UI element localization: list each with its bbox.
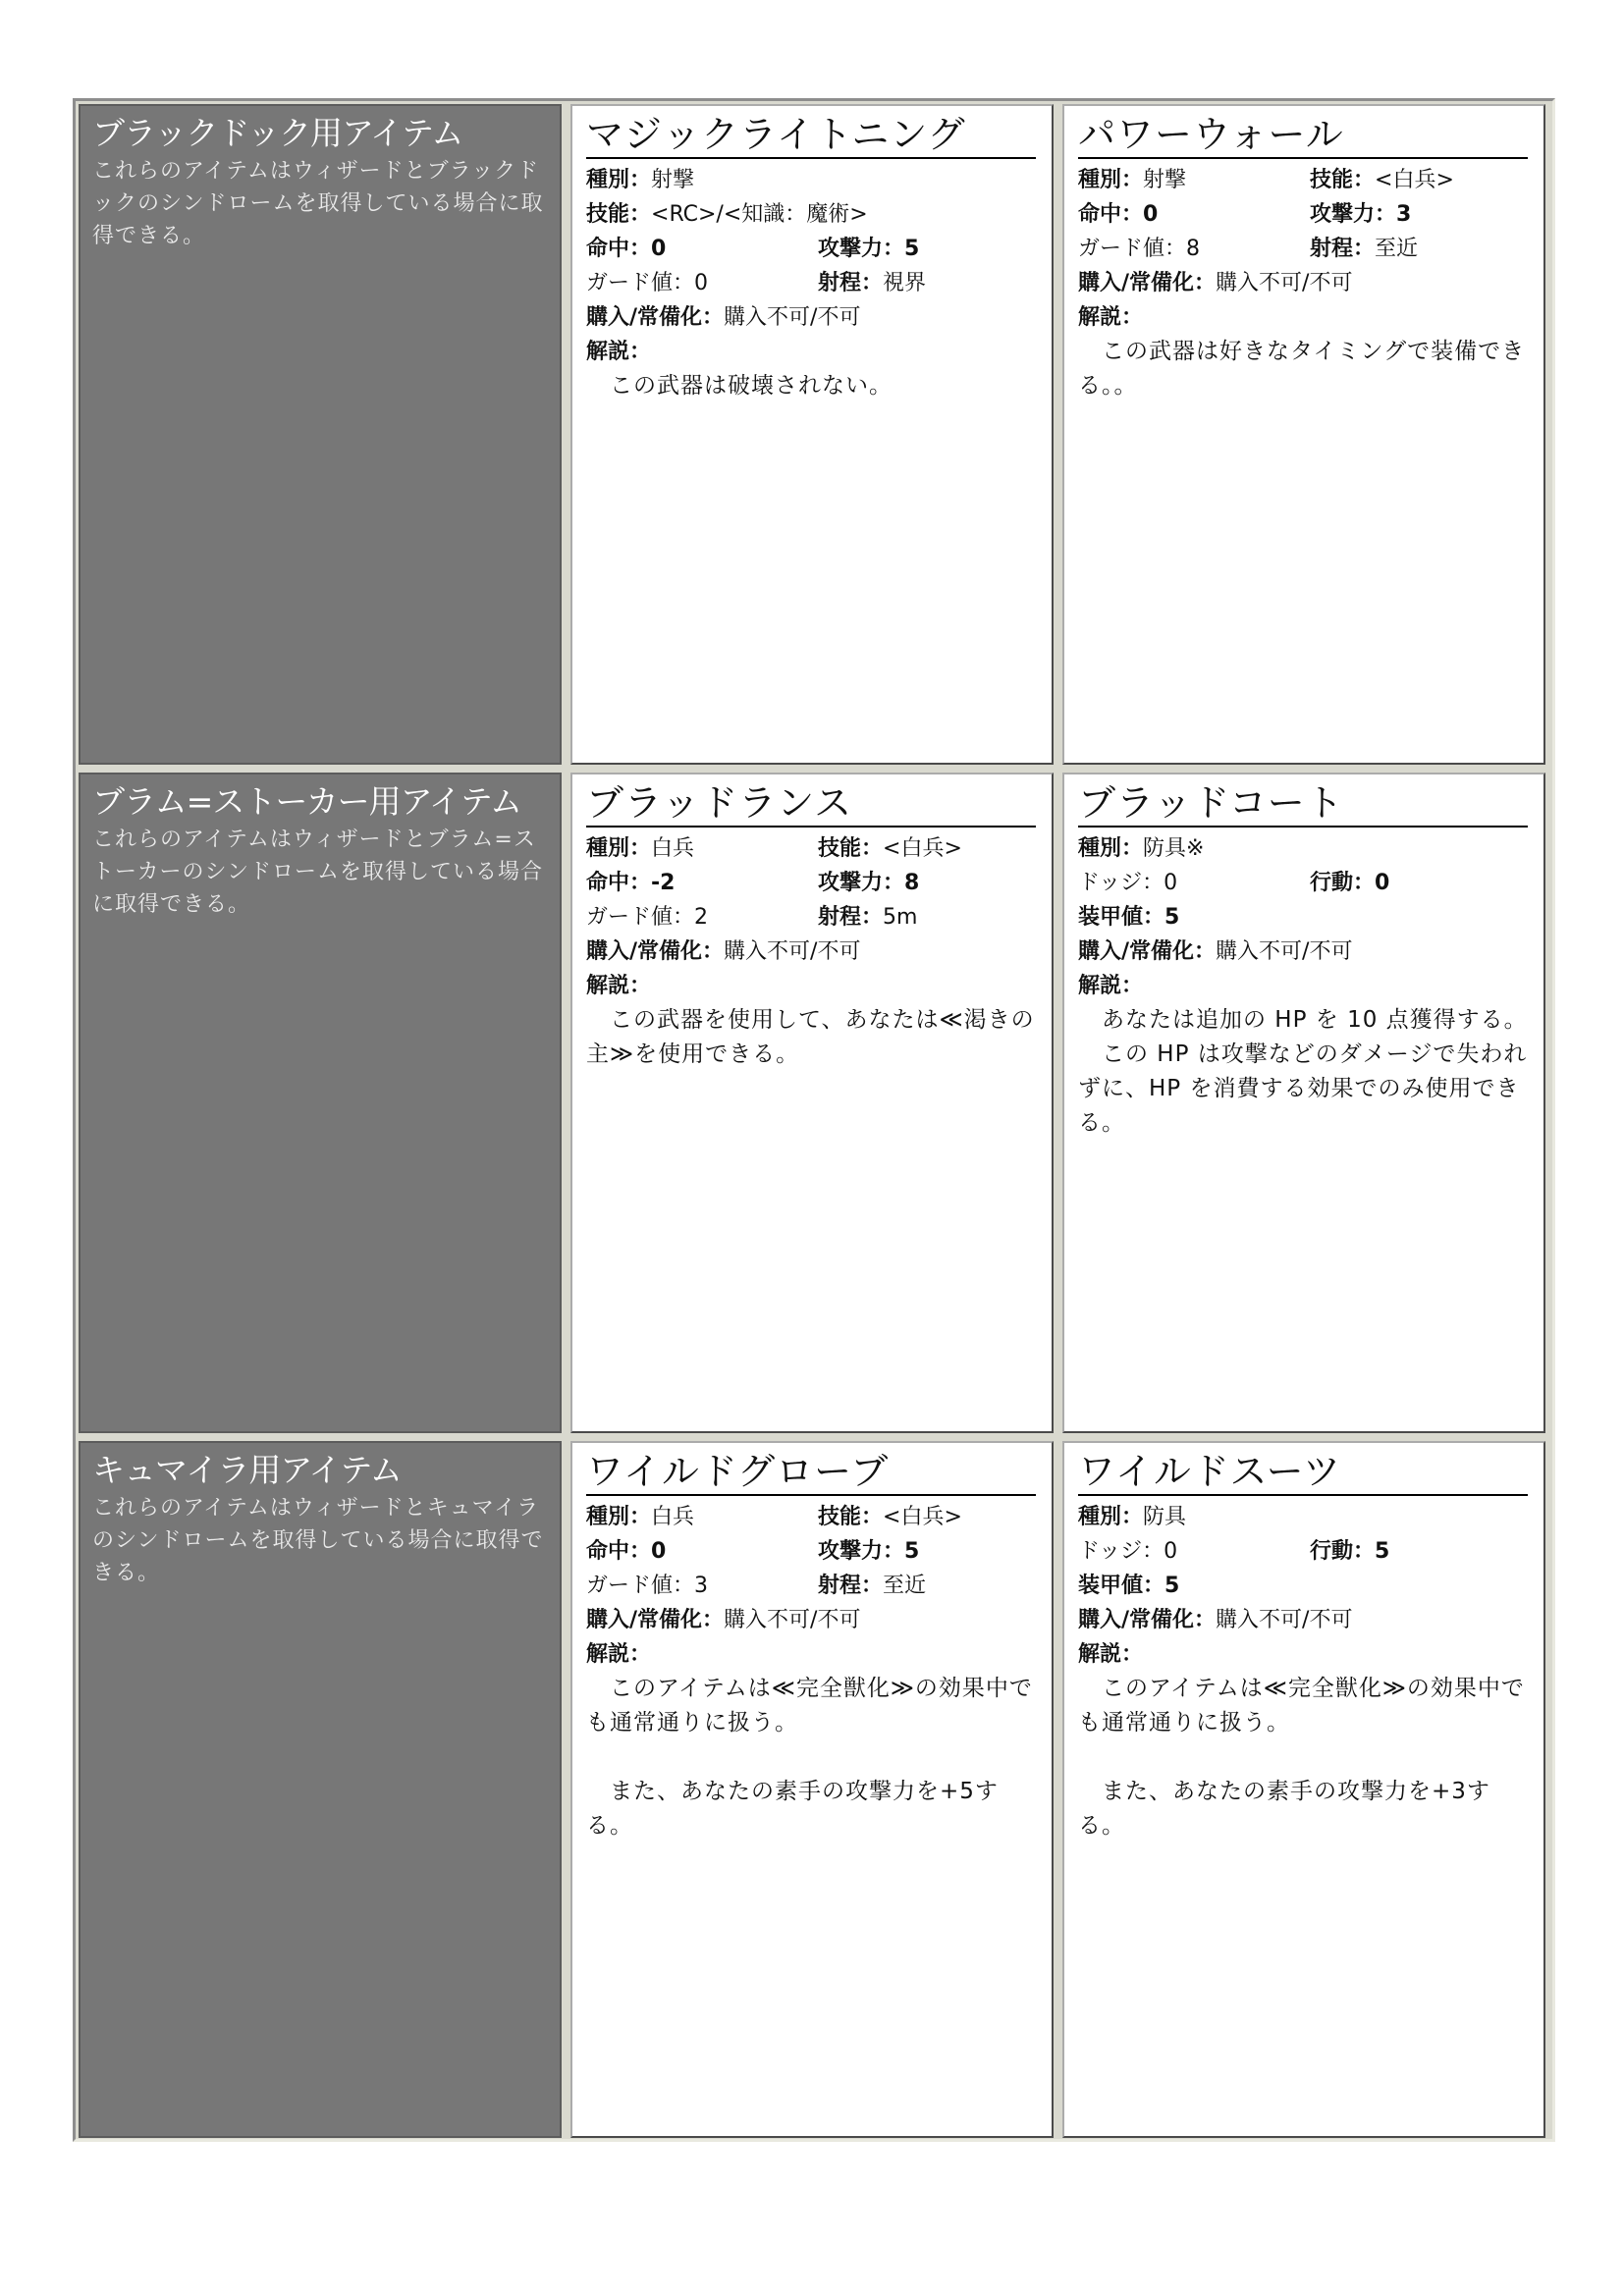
type-label: 種別： — [586, 168, 652, 192]
guard-range-row — [1078, 232, 1528, 266]
dodge-label: ドッジ： — [1078, 1539, 1164, 1564]
buy-label: 購入/常備化： — [586, 305, 725, 330]
action-label: 行動： — [1310, 871, 1376, 895]
category-description: これらのアイテムはウィザードとブラックドックのシンドロームを取得している場合に取得できる。 — [92, 159, 544, 248]
skill-label: 技能： — [1310, 168, 1376, 192]
desc-label: 解説： — [586, 1642, 652, 1667]
type-skill-row — [586, 831, 1036, 866]
item-description: このアイテムは≪完全獣化≫の効果中でも通常通りに扱う。 また、あなたの素手の攻撃力を+3する。 — [1078, 1676, 1525, 1839]
buy-value: 購入不可/不可 — [724, 305, 861, 330]
action-value: 5 — [1375, 1539, 1390, 1564]
buy-value: 購入不可/不可 — [1216, 1608, 1353, 1632]
item-description: このアイテムは≪完全獣化≫の効果中でも通常通りに扱う。 また、あなたの素手の攻撃力を+5する。 — [586, 1676, 1033, 1839]
guard-label: ガード値： — [586, 1574, 695, 1598]
category-title: キュマイラ用アイテム — [92, 1451, 402, 1489]
hit-value: 0 — [651, 1539, 667, 1564]
buy-value: 購入不可/不可 — [724, 939, 861, 964]
hit-label: 命中： — [586, 1539, 652, 1564]
action-label: 行動： — [1310, 1539, 1376, 1564]
buy-label: 購入/常備化： — [1078, 939, 1217, 964]
item-card-wild-suit — [1062, 1441, 1545, 2138]
attack-value: 3 — [1396, 202, 1412, 227]
buy-row — [1078, 934, 1528, 969]
hit-attack-row — [586, 232, 1036, 266]
action-value: 0 — [1375, 871, 1390, 895]
item-card-wild-glove — [570, 1441, 1054, 2138]
desc-label-row — [1078, 969, 1528, 1003]
guard-value: 2 — [694, 905, 709, 930]
type-value: 白兵 — [651, 836, 695, 861]
guard-value: 3 — [694, 1574, 709, 1598]
item-table — [73, 98, 1555, 2142]
buy-label: 購入/常備化： — [586, 939, 725, 964]
desc-label-row — [1078, 300, 1528, 335]
buy-row — [586, 1603, 1036, 1637]
type-value: 防具※ — [1143, 836, 1205, 861]
item-description: この武器は好きなタイミングで装備できる。。 — [1078, 339, 1526, 399]
range-label: 射程： — [818, 905, 884, 930]
guard-value: 8 — [1186, 237, 1201, 261]
desc-label: 解説： — [1078, 1642, 1144, 1667]
dodge-label: ドッジ： — [1078, 871, 1164, 895]
type-row — [586, 163, 1036, 197]
item-description: この武器は破壊されない。 — [586, 373, 893, 399]
buy-value: 購入不可/不可 — [724, 1608, 861, 1632]
type-label: 種別： — [1078, 836, 1144, 861]
attack-label: 攻撃力： — [818, 1539, 905, 1564]
dodge-action-row — [1078, 866, 1528, 900]
type-value: 白兵 — [651, 1505, 695, 1529]
buy-label: 購入/常備化： — [1078, 271, 1217, 295]
armor-value: 5 — [1164, 1574, 1180, 1598]
hit-attack-row — [1078, 197, 1528, 232]
item-name: ワイルドスーツ — [1078, 1449, 1528, 1496]
type-label: 種別： — [1078, 1505, 1144, 1529]
type-value: 防具 — [1143, 1505, 1187, 1529]
type-skill-row — [586, 1500, 1036, 1534]
type-row — [1078, 1500, 1528, 1534]
attack-label: 攻撃力： — [1310, 202, 1397, 227]
buy-row — [586, 934, 1036, 969]
guard-label: ガード値： — [586, 271, 695, 295]
type-label: 種別： — [1078, 168, 1144, 192]
guard-value: 0 — [694, 271, 709, 295]
desc-label-row — [586, 1637, 1036, 1672]
hit-value: 0 — [1143, 202, 1159, 227]
dodge-value: 0 — [1164, 1539, 1178, 1564]
guard-range-row — [586, 1569, 1036, 1603]
desc-label-row — [586, 969, 1036, 1003]
item-card-blood-lance — [570, 773, 1054, 1433]
category-description: これらのアイテムはウィザードとブラム=ストーカーのシンドロームを取得している場合に取得できる。 — [92, 828, 544, 917]
armor-row — [1078, 900, 1528, 934]
guard-label: ガード値： — [1078, 237, 1187, 261]
type-label: 種別： — [586, 836, 652, 861]
skill-label: 技能： — [818, 1505, 884, 1529]
buy-row — [586, 300, 1036, 335]
skill-value: <白兵> — [883, 1505, 962, 1529]
type-skill-row — [1078, 163, 1528, 197]
item-name: パワーウォール — [1078, 112, 1528, 159]
buy-value: 購入不可/不可 — [1216, 939, 1353, 964]
item-card-magic-lightning — [570, 104, 1054, 765]
armor-label: 装甲値： — [1078, 905, 1165, 930]
range-value: 視界 — [883, 271, 927, 295]
desc-label: 解説： — [1078, 974, 1144, 998]
item-name: マジックライトニング — [586, 112, 1036, 159]
hit-attack-row — [586, 866, 1036, 900]
hit-label: 命中： — [586, 871, 652, 895]
buy-row — [1078, 1603, 1528, 1637]
skill-row — [586, 197, 1036, 232]
type-row — [1078, 831, 1528, 866]
category-title: ブラム=ストーカー用アイテム — [92, 782, 522, 821]
item-description: あなたは追加の HP を 10 点獲得する。 この HP は攻撃などのダメージで失われずに、HP を消費する効果でのみ使用できる。 — [1078, 1007, 1528, 1136]
type-value: 射撃 — [1143, 168, 1187, 192]
range-value: 至近 — [883, 1574, 927, 1598]
attack-value: 5 — [904, 1539, 920, 1564]
range-label: 射程： — [1310, 237, 1376, 261]
hit-value: 0 — [651, 237, 667, 261]
dodge-action-row — [1078, 1534, 1528, 1569]
attack-label: 攻撃力： — [818, 237, 905, 261]
range-label: 射程： — [818, 1574, 884, 1598]
guard-label: ガード値： — [586, 905, 695, 930]
attack-value: 8 — [904, 871, 920, 895]
item-grid — [79, 104, 1549, 2136]
range-value: 5m — [883, 905, 918, 930]
item-card-power-wall — [1062, 104, 1545, 765]
hit-attack-row — [586, 1534, 1036, 1569]
hit-value: -2 — [651, 871, 676, 895]
skill-value: <白兵> — [1375, 168, 1454, 192]
buy-value: 購入不可/不可 — [1216, 271, 1353, 295]
desc-label-row — [1078, 1637, 1528, 1672]
armor-label: 装甲値： — [1078, 1574, 1165, 1598]
dodge-value: 0 — [1164, 871, 1178, 895]
desc-label: 解説： — [586, 974, 652, 998]
desc-label: 解説： — [586, 340, 652, 364]
item-name: ブラッドコート — [1078, 780, 1528, 828]
skill-label: 技能： — [586, 202, 652, 227]
guard-range-row — [586, 266, 1036, 300]
item-name: ワイルドグローブ — [586, 1449, 1036, 1496]
buy-label: 購入/常備化： — [586, 1608, 725, 1632]
armor-row — [1078, 1569, 1528, 1603]
skill-value: <RC>/<知識：魔術> — [651, 202, 868, 227]
buy-label: 購入/常備化： — [1078, 1608, 1217, 1632]
type-label: 種別： — [586, 1505, 652, 1529]
type-value: 射撃 — [651, 168, 695, 192]
item-description: この武器を使用して、あなたは≪渇きの主≫を使用できる。 — [586, 1007, 1035, 1067]
category-title: ブラックドック用アイテム — [92, 114, 463, 152]
attack-value: 5 — [904, 237, 920, 261]
skill-value: <白兵> — [883, 836, 962, 861]
category-cell-bram-stoker — [79, 773, 562, 1433]
category-cell-chimaera — [79, 1441, 562, 2138]
hit-label: 命中： — [586, 237, 652, 261]
armor-value: 5 — [1164, 905, 1180, 930]
range-label: 射程： — [818, 271, 884, 295]
hit-label: 命中： — [1078, 202, 1144, 227]
desc-label-row — [586, 335, 1036, 369]
desc-label: 解説： — [1078, 305, 1144, 330]
attack-label: 攻撃力： — [818, 871, 905, 895]
item-card-blood-coat — [1062, 773, 1545, 1433]
category-cell-blackdog — [79, 104, 562, 765]
guard-range-row — [586, 900, 1036, 934]
buy-row — [1078, 266, 1528, 300]
skill-label: 技能： — [818, 836, 884, 861]
category-description: これらのアイテムはウィザードとキュマイラのシンドロームを取得している場合に取得できる。 — [92, 1496, 544, 1585]
range-value: 至近 — [1375, 237, 1419, 261]
item-name: ブラッドランス — [586, 780, 1036, 828]
